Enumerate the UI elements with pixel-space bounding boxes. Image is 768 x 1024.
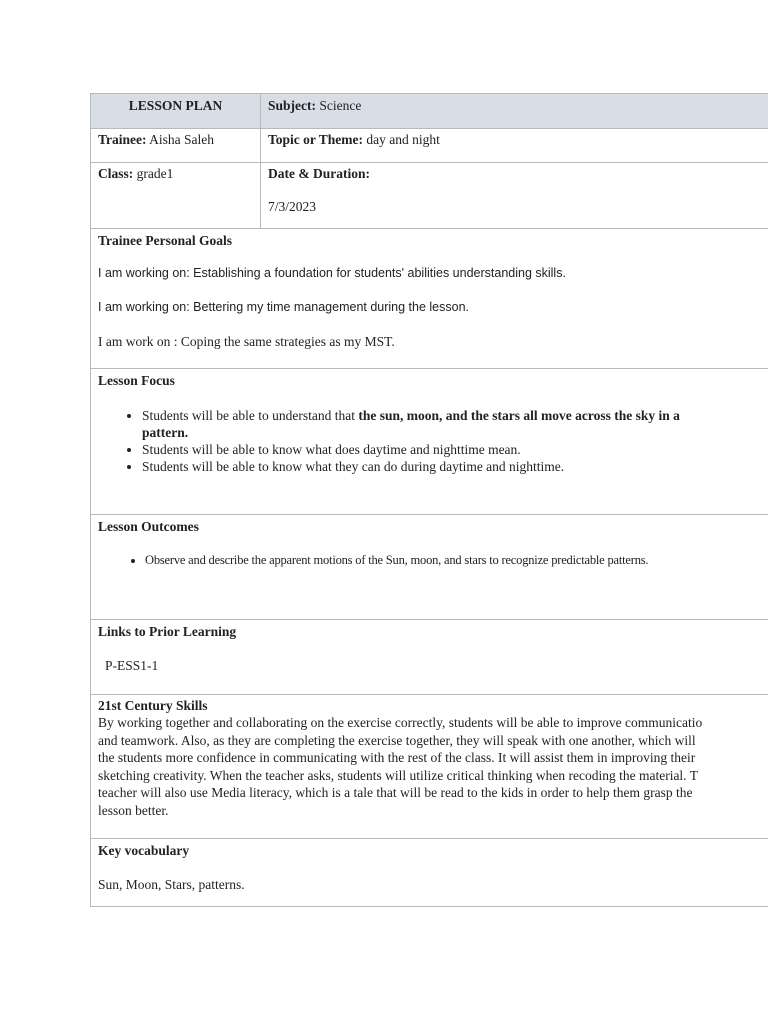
key-vocabulary-value: Sun, Moon, Stars, patterns. [98,877,245,892]
subject-value: Science [319,98,362,113]
prior-learning-cell [91,620,768,694]
topic-label: Topic or Theme: [268,132,364,147]
prior-learning-heading: Links to Prior Learning [98,624,237,639]
key-vocabulary-row [91,839,768,907]
century-skills-heading: 21st Century Skills [98,698,208,713]
lesson-outcomes-row [91,515,768,620]
lesson-outcomes-heading: Lesson Outcomes [98,519,199,534]
focus-item-bold-cont: pattern. [142,425,189,440]
key-vocabulary-heading: Key vocabulary [98,843,190,858]
topic-value: day and night [366,132,440,147]
date-cell [261,163,768,228]
topic-cell [261,129,768,162]
skills-line: and teamwork. Also, as they are completing the exercise together, they will speak with one another, which will [98,732,696,748]
skills-line: By working together and collaborating on the exercise correctly, students will be able to improve communicatio [98,715,703,730]
skills-line: teacher will also use Media literacy, which is a tale that will be read to the kids in order to help them grasp the [98,785,693,800]
class-cell [91,163,261,228]
subject-label: Subject: [268,98,316,113]
date-value: 7/3/2023 [268,199,317,214]
list-item: • Students will be able to know what they can do during daytime and nighttime. [142,458,768,475]
prior-learning-value: P-ESS1-1 [105,658,159,673]
skills-line: sketching creativity. When the teacher asks, students will utilize critical thinking when recoding the material. T [98,767,698,783]
class-label: Class: [98,166,134,181]
century-skills-row [91,695,768,839]
focus-item-prefix: Students will be able to understand that [142,408,359,423]
prior-learning-row [91,620,768,695]
list-item: • Students will be able to know what does daytime and nighttime mean. [142,441,768,458]
focus-item-bold: the sun, moon, and the stars all move across the sky in a [358,408,680,423]
trainee-cell [91,129,261,162]
lesson-plan-table [90,93,768,907]
personal-goals-row [91,229,768,369]
personal-goals-cell [91,229,768,368]
goal-item: I am work on : Coping the same strategies as my MST. [98,334,395,349]
trainee-value: Aisha Saleh [149,132,214,147]
trainee-row [91,129,768,163]
list-item: • Observe and describe the apparent motions of the Sun, moon, and stars to recognize predictable patterns. [145,552,768,569]
goal-item: I am working on: Bettering my time management during the lesson. [98,300,470,314]
lesson-outcomes-cell [91,515,768,619]
class-value: grade1 [136,166,174,181]
lesson-plan-title: LESSON PLAN [91,94,261,128]
century-skills-text [98,714,768,819]
list-item [142,407,768,441]
lesson-focus-row [91,369,768,515]
trainee-label: Trainee: [98,132,147,147]
key-vocabulary-cell [91,839,768,906]
lesson-focus-heading: Lesson Focus [98,373,175,388]
lesson-outcomes-list [98,552,768,569]
date-label: Date & Duration: [268,166,370,181]
subject-cell [261,94,768,128]
skills-line: lesson better. [98,802,169,818]
century-skills-cell [91,695,768,838]
skills-line: the students more confidence in communicating with the rest of the class. It will assist them in improving their [98,750,696,765]
class-row [91,163,768,229]
lesson-focus-list [98,407,768,475]
lesson-focus-cell [91,369,768,514]
goal-item: I am working on: Establishing a foundation for students' abilities understanding skills. [98,266,566,280]
header-row [91,94,768,129]
personal-goals-heading: Trainee Personal Goals [98,233,232,248]
